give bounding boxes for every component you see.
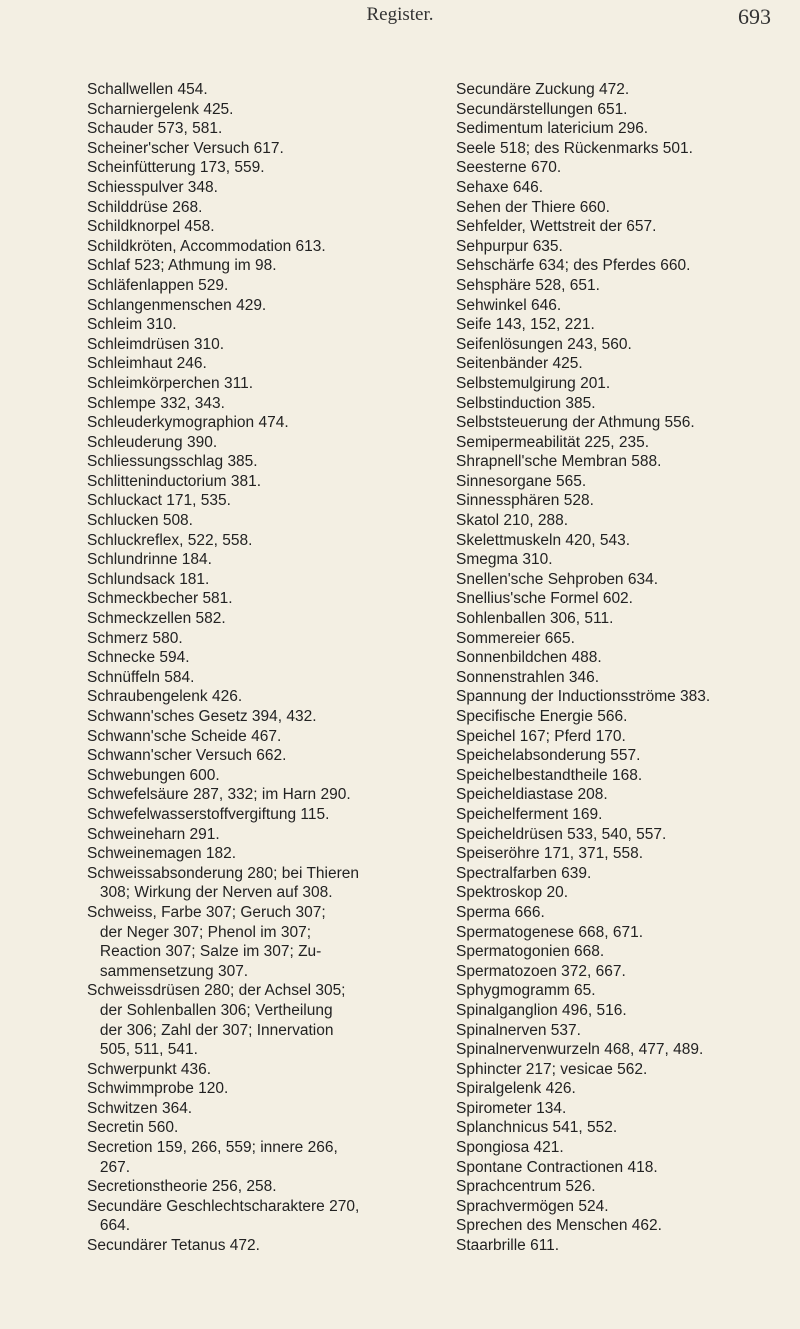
index-entry: Snellen'sche Sehproben 634. (456, 570, 659, 588)
index-entry: Sprachcentrum 526. (456, 1178, 596, 1196)
index-entry: Schweineharn 291. (87, 825, 220, 843)
index-entry: Schwimmprobe 120. (87, 1080, 229, 1098)
page-number: 693 (738, 4, 771, 29)
index-entry: Schwefelwasserstoffvergiftung 115. (87, 805, 330, 823)
index-entry: Schwann'sche Scheide 467. (87, 727, 282, 745)
page-title: Register. (366, 4, 434, 25)
index-entry: Schwerpunkt 436. (87, 1060, 212, 1078)
index-entry: Spectralfarben 639. (456, 864, 592, 882)
index-entry: Sprachvermögen 524. (456, 1197, 609, 1215)
index-entry: Sphygmogramm 65. (456, 982, 596, 1000)
index-entry: Skelettmuskeln 420, 543. (456, 531, 631, 549)
index-entry: Sonnenstrahlen 346. (456, 668, 600, 686)
index-entry: Schallwellen 454. (87, 81, 208, 98)
index-entry: Splanchnicus 541, 552. (456, 1119, 618, 1137)
index-column-right (456, 80, 796, 1256)
index-entry: Schwann'scher Versuch 662. (87, 747, 287, 765)
index-entry: Schleuderung 390. (87, 433, 218, 451)
index-entry: Schliessungsschlag 385. (87, 453, 258, 471)
index-entry: Seitenbänder 425. (456, 355, 583, 373)
index-entry: der Neger 307; Phenol im 307; (87, 923, 312, 941)
index-entry: Schweinemagen 182. (87, 845, 237, 863)
index-entry: Schwitzen 364. (87, 1099, 193, 1117)
index-entry: Secretion 159, 266, 559; innere 266, (87, 1139, 338, 1157)
index-entry: Speichelbestandtheile 168. (456, 766, 643, 784)
index-entry: Sehpurpur 635. (456, 237, 563, 255)
index-entry: Scheinfütterung 173, 559. (87, 159, 265, 177)
index-entry: Schlempe 332, 343. (87, 394, 225, 412)
index-entry: Secundäre Zuckung 472. (456, 81, 630, 98)
index-entry: Schauder 573, 581. (87, 120, 223, 138)
index-entry: Spektroskop 20. (456, 884, 569, 902)
index-entry: Sehwinkel 646. (456, 296, 562, 314)
index-entry: Schlundrinne 184. (87, 551, 212, 569)
index-entry: Schnüffeln 584. (87, 668, 195, 686)
index-entry: Secretionstheorie 256, 258. (87, 1178, 277, 1196)
index-entry: Seife 143, 152, 221. (456, 316, 595, 334)
index-entry: Schwefelsäure 287, 332; im Harn 290. (87, 786, 351, 804)
index-entry: Seele 518; des Rückenmarks 501. (456, 139, 693, 157)
index-entry: Schwann'sches Gesetz 394, 432. (87, 708, 317, 725)
index-entry: Schlangenmenschen 429. (87, 296, 267, 314)
index-entry: Spirometer 134. (456, 1099, 567, 1117)
index-entry: Sprechen des Menschen 462. (456, 1217, 662, 1235)
index-entry: Speichelferment 169. (456, 805, 603, 823)
index-entry: Speiseröhre 171, 371, 558. (456, 845, 643, 863)
index-entry: Sperma 666. (456, 903, 545, 921)
index-entry: Spermatozoen 372, 667. (456, 962, 626, 980)
index-entry: Sinnesorgane 565. (456, 472, 587, 490)
index-entry: Schlitteninductorium 381. (87, 472, 262, 490)
index-entry: Schmeckbecher 581. (87, 590, 233, 608)
index-entry: Schilddrüse 268. (87, 198, 203, 216)
index-entry: Schweiss, Farbe 307; Geruch 307; (87, 903, 326, 921)
index-entry: Semipermeabilität 225, 235. (456, 433, 650, 451)
index-entry: Schleimdrüsen 310. (87, 335, 224, 353)
index-entry: 664. (87, 1217, 131, 1235)
index-entry: sammensetzung 307. (87, 962, 249, 980)
index-entry: Sphincter 217; vesicae 562. (456, 1060, 648, 1078)
index-entry: Schleimhaut 246. (87, 355, 207, 373)
index-entry: Spontane Contractionen 418. (456, 1158, 658, 1176)
index-entry: Schildkröten, Accommodation 613. (87, 237, 326, 255)
index-entry: Schlaf 523; Athmung im 98. (87, 257, 277, 275)
index-column-left (87, 80, 422, 1256)
index-entry: Schmeckzellen 582. (87, 610, 226, 628)
index-entry: Specifische Energie 566. (456, 708, 628, 725)
index-entry: Schildknorpel 458. (87, 218, 215, 236)
index-entry: der Sohlenballen 306; Vertheilung (87, 1001, 333, 1019)
index-entry: Sehen der Thiere 660. (456, 198, 610, 216)
index-entry: Sohlenballen 306, 511. (456, 610, 614, 628)
index-entry: Speichel 167; Pferd 170. (456, 727, 626, 745)
index-entry: Secundärer Tetanus 472. (87, 1237, 260, 1255)
index-entry: Seifenlösungen 243, 560. (456, 335, 632, 353)
index-entry: Secretin 560. (87, 1119, 179, 1137)
index-entry: Speicheldrüsen 533, 540, 557. (456, 825, 667, 843)
index-entry: Schluckact 171, 535. (87, 492, 231, 510)
index-entry: Sehschärfe 634; des Pferdes 660. (456, 257, 691, 275)
index-entry: Seesterne 670. (456, 159, 562, 177)
index-entry: Schleuderkymographion 474. (87, 414, 289, 432)
index-entry: Spinalnervenwurzeln 468, 477, 489. (456, 1041, 704, 1059)
index-entry: Sehfelder, Wettstreit der 657. (456, 218, 657, 236)
index-entry: Spinalnerven 537. (456, 1021, 581, 1039)
index-entry: Sommereier 665. (456, 629, 575, 647)
index-entry: Schluckreflex, 522, 558. (87, 531, 253, 549)
index-entry: Smegma 310. (456, 551, 553, 569)
index-entry: Schweissabsonderung 280; bei Thieren (87, 864, 360, 882)
index-entry: Scharniergelenk 425. (87, 100, 234, 118)
index-entry: Scheiner'scher Versuch 617. (87, 139, 284, 157)
index-entry: Schlucken 508. (87, 512, 193, 530)
index-entry: Sinnessphären 528. (456, 492, 594, 510)
index-entry: Spannung der Inductionsströme 383. (456, 688, 711, 706)
index-entry: Spinalganglion 496, 516. (456, 1001, 627, 1019)
index-entry: Schläfenlappen 529. (87, 276, 229, 294)
index-entry: Schweissdrüsen 280; der Achsel 305; (87, 982, 346, 1000)
index-entry: Secundäre Geschlechtscharaktere 270, (87, 1197, 360, 1215)
index-entry: Sehaxe 646. (456, 178, 544, 196)
index-entry: Sehsphäre 528, 651. (456, 276, 600, 294)
index-entry: Schwebungen 600. (87, 766, 220, 784)
index-entry: Selbstemulgirung 201. (456, 374, 611, 392)
index-entry: 267. (87, 1158, 131, 1176)
index-entry: Reaction 307; Salze im 307; Zu- (87, 943, 322, 961)
index-entry: 308; Wirkung der Nerven auf 308. (87, 884, 333, 902)
index-entry: Schnecke 594. (87, 649, 190, 667)
index-entry: Spongiosa 421. (456, 1139, 564, 1157)
index-entry: Staarbrille 611. (456, 1237, 560, 1255)
index-entry: Speichelabsonderung 557. (456, 747, 641, 765)
index-entry: Spiralgelenk 426. (456, 1080, 576, 1098)
index-entry: Schleimkörperchen 311. (87, 374, 253, 392)
index-entry: Spermatogonien 668. (456, 943, 605, 961)
index-entry: Selbstinduction 385. (456, 394, 596, 412)
index-entry: Shrapnell'sche Membran 588. (456, 453, 662, 471)
index-entry: Sedimentum latericium 296. (456, 120, 649, 138)
index-entry: der 306; Zahl der 307; Innervation (87, 1021, 334, 1039)
index-entry: Schlundsack 181. (87, 570, 210, 588)
index-entry: 505, 511, 541. (87, 1041, 198, 1059)
index-entry: Spermatogenese 668, 671. (456, 923, 643, 941)
index-entry: Sonnenbildchen 488. (456, 649, 602, 667)
index-entry: Snellius'sche Formel 602. (456, 590, 633, 608)
index-entry: Secundärstellungen 651. (456, 100, 628, 118)
index-entry: Selbststeuerung der Athmung 556. (456, 414, 695, 432)
index-entry: Schleim 310. (87, 316, 177, 334)
index-entry: Schmerz 580. (87, 629, 183, 647)
index-entry: Speicheldiastase 208. (456, 786, 608, 804)
index-entry: Schiesspulver 348. (87, 178, 218, 196)
index-entry: Schraubengelenk 426. (87, 688, 243, 706)
index-entry: Skatol 210, 288. (456, 512, 569, 530)
